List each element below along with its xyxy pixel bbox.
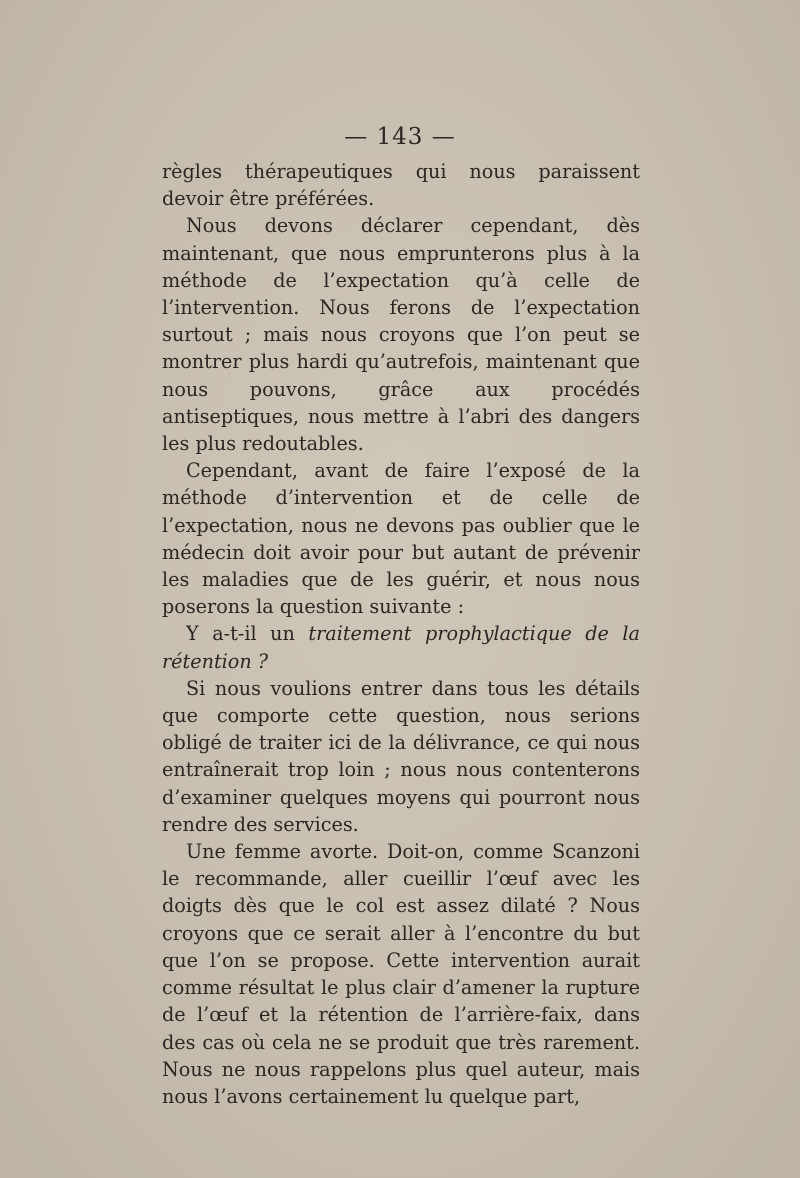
question-lead: Y a-t-il un (186, 622, 309, 646)
paragraph-2: Nous devons déclarer cependant, dès maintenant, que nous emprunterons plus à la méthode de l’expectation qu’à celle de l’intervention. Nous ferons de l’expectation surtout ; mais nous croyons que l’on peut se montrer plus hardi qu’autrefois, maintenant que nous pouvons, grâce aux procédés antiseptiques, nous mettre à l’abri des dangers les plus redoutables. (162, 214, 640, 456)
paragraph-3: Cependant, avant de faire l’exposé de la méthode d’intervention et de celle de l’expectation, nous ne devons pas oublier que le médecin doit avoir pour but autant de prévenir les maladies que de les guérir, et nous nous poserons la question suivante : (162, 459, 640, 619)
paragraph-5: Une femme avorte. Doit-on, comme Scanzoni le recommande, aller cueillir l’œuf avec les doigts dès que le col est assez dilaté ? Nous croyons que ce serait aller à l’encontre du but que l’on se propose. Cette intervention aurait comme résultat le plus clair d’amener la rupture de l’œuf et la rétention de l’arrière-faix, dans des cas où cela ne se produit que très rarement. Nous ne nous rappelons plus quel auteur, mais nous l’avons certainement lu quelque part, (162, 840, 640, 1108)
question-italic: traitement prophylactique de la rétention ? (162, 622, 640, 673)
page-number: — 143 — (344, 124, 456, 150)
question-heading (162, 620, 640, 674)
paragraph-4: Si nous voulions entrer dans tous les détails que comporte cette question, nous serions obligé de traiter ici de la délivrance, ce qui nous entraînerait trop loin ; nous nous contenterons d’examiner quelques moyens qui pourront nous rendre des services. (162, 676, 640, 836)
paragraph-1-continuation: règles thérapeutiques qui nous paraissent devoir être préférées. (162, 160, 640, 211)
body-text (162, 158, 640, 1110)
